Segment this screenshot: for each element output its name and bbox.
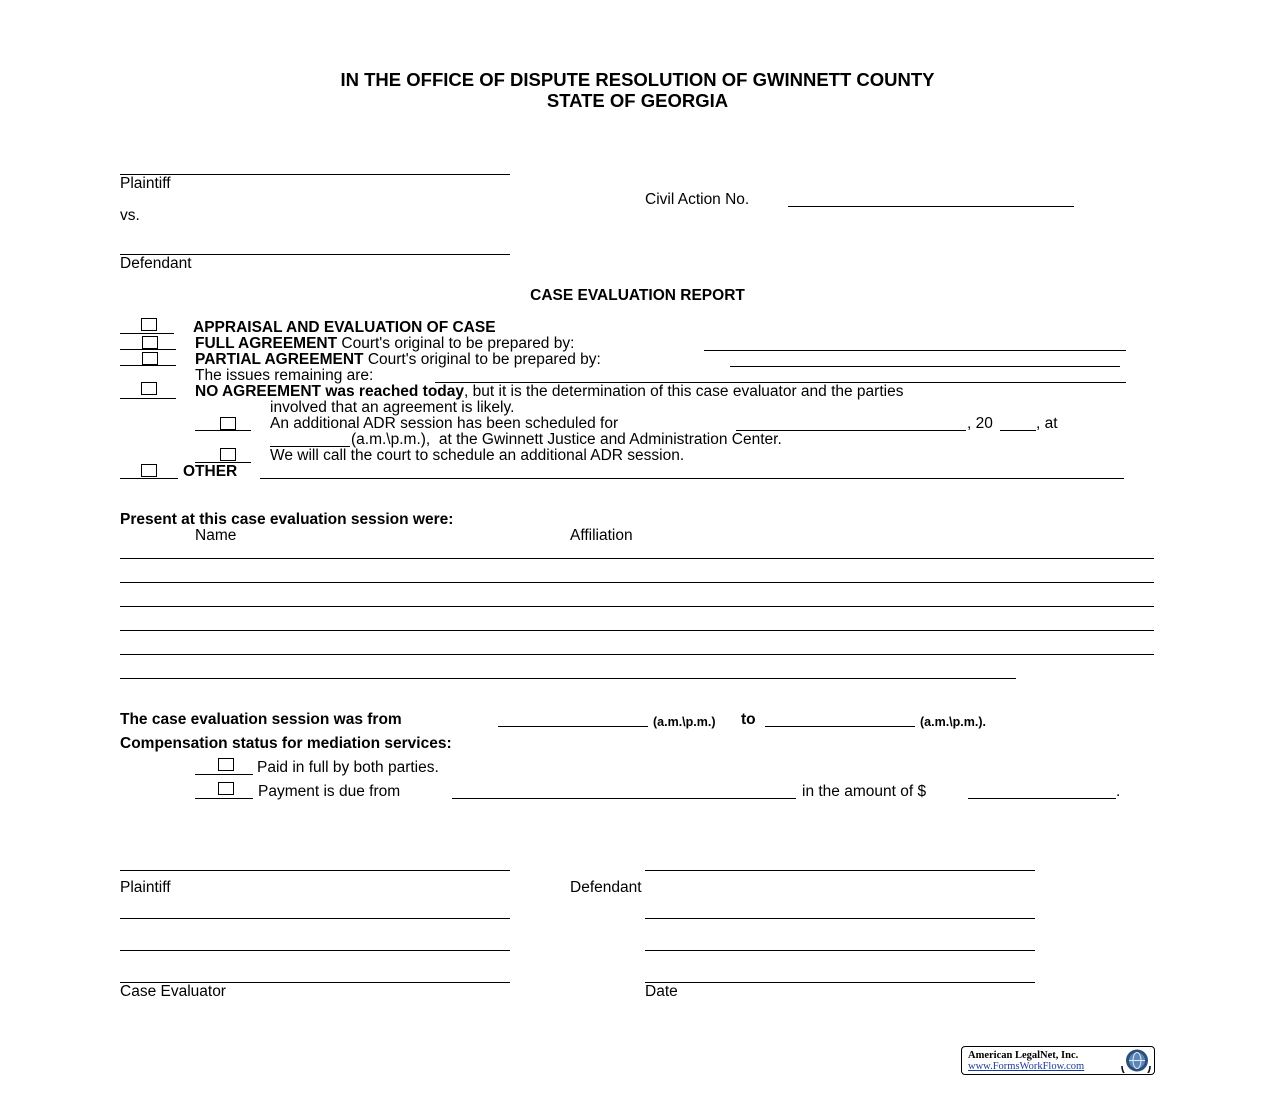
header-court-name: IN THE OFFICE OF DISPUTE RESOLUTION OF GWINNETT COUNTY [340,69,935,90]
amount-line[interactable] [968,798,1116,799]
due-checkbox[interactable] [218,782,234,795]
attendee-line[interactable] [120,654,1154,655]
no-agreement-detail: , but it is the determination of this case evaluator and the parties [464,383,904,400]
attendee-line[interactable] [120,630,1154,631]
date-line[interactable] [645,982,1035,983]
signature-defendant-label: Defendant [570,879,642,896]
adr-call-text: We will call the court to schedule an additional ADR session. [270,447,685,464]
due-from-line[interactable] [452,798,796,799]
appraisal-checkbox[interactable] [141,318,157,331]
no-agreement-label: NO AGREEMENT was reached today [195,383,465,400]
session-to-label: to [741,711,756,728]
header-state: STATE OF GEORGIA [546,90,729,111]
other-blank [120,478,178,479]
plaintiff-name-line[interactable] [120,174,510,175]
session-start-line[interactable] [498,726,648,727]
plaintiff-signature-line[interactable] [120,870,510,871]
partial-agreement-text [195,352,601,368]
adr-scheduled-text-d: (a.m.\p.m.), at the Gwinnett Justice and Administration Center. [351,431,782,448]
other-checkbox[interactable] [141,464,157,477]
full-agreement-blank [120,349,176,350]
adr-scheduled-checkbox[interactable] [220,417,236,430]
full-agreement-checkbox[interactable] [142,336,158,349]
attendee-line[interactable] [120,558,1154,559]
session-end-line[interactable] [765,726,915,727]
company-name: American LegalNet, Inc. [968,1050,1079,1061]
full-agreement-detail: Court's original to be prepared by: [341,335,575,352]
present-heading: Present at this case evaluation session were: [120,511,454,528]
defendant-signature-line[interactable] [645,870,1035,871]
full-agreement-line[interactable] [704,350,1126,351]
globe-icon [1118,1048,1152,1073]
attendee-line[interactable] [120,582,1154,583]
attendee-line[interactable] [120,678,1016,679]
partial-agreement-line[interactable] [730,366,1120,367]
defendant-label: Defendant [120,255,192,272]
adr-scheduled-blank [195,430,251,431]
due-text-a: Payment is due from [258,783,401,800]
partial-agreement-checkbox[interactable] [142,352,158,365]
session-ampm-1: (a.m.\p.m.) [653,715,716,729]
civil-action-label: Civil Action No. [645,191,750,208]
no-agreement-continued: involved that an agreement is likely. [270,399,515,416]
partial-agreement-label: PARTIAL AGREEMENT [195,351,364,368]
due-text-c: . [1116,783,1121,800]
session-from-label: The case evaluation session was from [120,711,402,728]
due-blank [195,798,253,799]
issues-remaining-label: The issues remaining are: [195,367,374,384]
adr-at-label: , at [1036,415,1058,432]
signature-line[interactable] [120,950,510,951]
vs-label: vs. [120,207,140,224]
signature-line[interactable] [120,918,510,919]
company-url-link[interactable]: www.FormsWorkFlow.com [968,1061,1085,1072]
other-line[interactable] [260,478,1124,479]
compensation-heading: Compensation status for mediation services: [120,735,452,752]
partial-agreement-detail: Court's original to be prepared by: [367,351,601,368]
full-agreement-label: FULL AGREEMENT [195,335,338,352]
civil-action-number-line[interactable] [788,206,1074,207]
adr-scheduled-text-a: An additional ADR session has been scheduled for [270,415,619,432]
american-legalnet-logo [961,1046,1155,1075]
plaintiff-label: Plaintiff [120,175,171,192]
no-agreement-text [195,384,903,400]
signature-line[interactable] [645,918,1035,919]
signature-line[interactable] [645,950,1035,951]
case-evaluator-label: Case Evaluator [120,983,226,1000]
no-agreement-checkbox[interactable] [141,382,157,395]
date-label: Date [645,983,678,1000]
partial-agreement-blank [120,365,176,366]
adr-call-checkbox[interactable] [220,448,236,461]
signature-plaintiff-label: Plaintiff [120,879,171,896]
affiliation-column-label: Affiliation [570,527,633,544]
full-agreement-text [195,336,574,352]
name-column-label: Name [195,527,237,544]
attendee-line[interactable] [120,606,1154,607]
session-ampm-2: (a.m.\p.m.). [920,715,986,729]
appraisal-label: APPRAISAL AND EVALUATION OF CASE [193,319,496,336]
paid-blank [195,774,253,775]
report-title: CASE EVALUATION REPORT [530,287,745,304]
appraisal-blank [120,333,174,334]
paid-checkbox[interactable] [218,758,234,771]
other-label: OTHER [183,463,238,480]
paid-text: Paid in full by both parties. [257,759,439,776]
adr-year-prefix: , 20 [967,415,993,432]
no-agreement-blank [120,398,176,399]
due-text-b: in the amount of $ [802,783,927,800]
adr-year-line[interactable] [1000,430,1036,431]
